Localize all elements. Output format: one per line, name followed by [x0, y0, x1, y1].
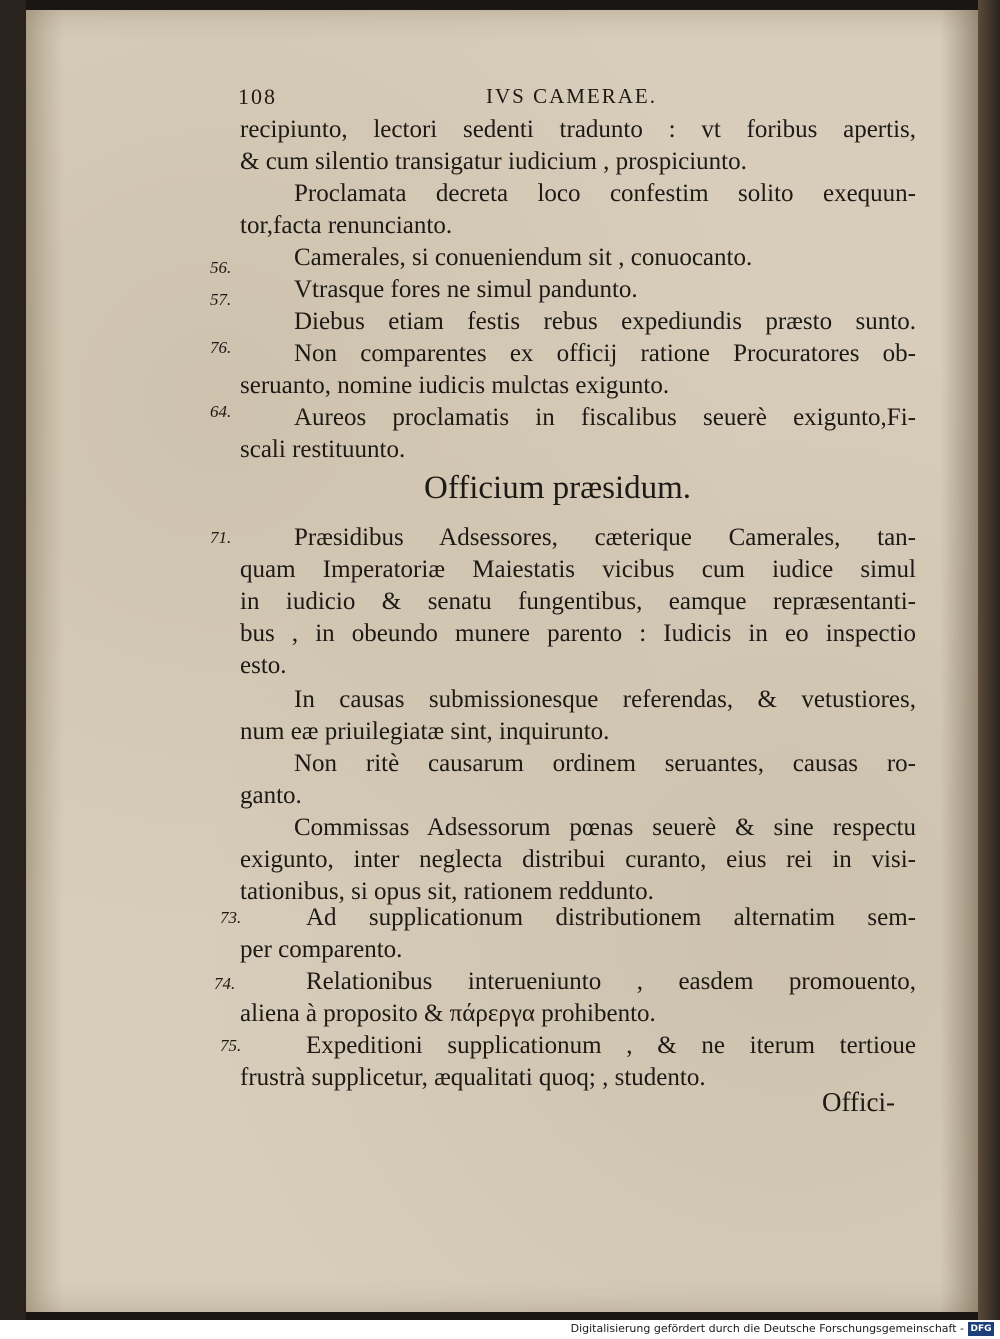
text-line: Aureos proclamatis in fiscalibus seuerè exigunto,Fi-	[294, 404, 916, 431]
text-line: Ad supplicationum distributionem alternatim sem-	[306, 904, 916, 931]
text-line: Præsidibus Adsessores, cæterique Camerales, tan-	[294, 524, 916, 551]
text-line: aliena à proposito & πάρεργα prohibento.	[240, 1000, 656, 1027]
margin-note: 56.	[210, 258, 232, 277]
text-line: Non ritè causarum ordinem seruantes, causas ro-	[294, 750, 916, 777]
margin-note: 76.	[210, 338, 232, 357]
margin-note: 57.	[210, 290, 232, 309]
margin-note: 73.	[220, 908, 242, 927]
margin-note: 71.	[210, 528, 232, 547]
book-page	[26, 10, 978, 1312]
section-heading: Officium præsidum.	[424, 470, 692, 506]
margin-note: 74.	[214, 974, 236, 993]
text-line: ganto.	[240, 782, 302, 809]
text-line: esto.	[240, 652, 287, 679]
text-line: Relationibus interueniunto , easdem promouento,	[306, 968, 916, 995]
text-line: Expeditioni supplicationum , & ne iterum tertioue	[306, 1032, 916, 1059]
margin-note: 64.	[210, 402, 232, 421]
text-line: In causas submissionesque referendas, & vetustiores,	[294, 686, 916, 713]
text-line: num eæ priuilegiatæ sint, inquirunto.	[240, 718, 610, 745]
text-line: tor,facta renuncianto.	[240, 212, 453, 239]
text-line: Non comparentes ex officij ratione Procuratores ob-	[294, 340, 916, 367]
text-line: frustrà supplicetur, æqualitati quoq; , studento.	[240, 1064, 706, 1091]
page-number: 108	[238, 84, 277, 109]
text-line: & cum silentio transigatur iudicium , prospiciunto.	[240, 148, 747, 175]
text-line: quam Imperatoriæ Maiestatis vicibus cum iudice simul	[240, 556, 916, 583]
page-right-edge	[978, 0, 1000, 1320]
text-line: in iudicio & senatu fungentibus, eamque repræsentanti-	[240, 588, 916, 615]
text-line: Vtrasque fores ne simul pandunto.	[294, 276, 638, 303]
text-line: Commissas Adsessorum pœnas seuerè & sine respectu	[294, 814, 916, 841]
text-line: seruanto, nomine iudicis mulctas exigunto.	[240, 372, 670, 399]
footer-bar	[0, 1320, 1000, 1339]
text-line: bus , in obeundo munere parento : Iudicis in eo inspectio	[240, 620, 916, 647]
margin-note: 75.	[220, 1036, 242, 1055]
catchword: Offici-	[822, 1087, 895, 1117]
text-line: scali restituunto.	[240, 436, 406, 463]
text-line: tationibus, si opus sit, rationem reddunto.	[240, 878, 654, 905]
running-title: IVS CAMERAE.	[486, 84, 658, 108]
footer-credit: Digitalisierung gefördert durch die Deutsche Forschungsgemeinschaft -	[570, 1322, 964, 1335]
text-line: per comparento.	[240, 936, 403, 963]
text-line: exigunto, inter neglecta distribui curanto, eius rei in visi-	[240, 846, 916, 873]
text-line: Diebus etiam festis rebus expediundis præsto sunto.	[294, 308, 916, 335]
text-line: recipiunto, lectori sedenti tradunto : vt foribus apertis,	[240, 116, 916, 143]
page-left-edge	[0, 0, 26, 1320]
text-line: Camerales, si conueniendum sit , conuocanto.	[294, 244, 753, 271]
text-line: Proclamata decreta loco confestim solito exequun-	[294, 180, 916, 207]
dfg-logo-icon: DFG	[968, 1322, 994, 1336]
